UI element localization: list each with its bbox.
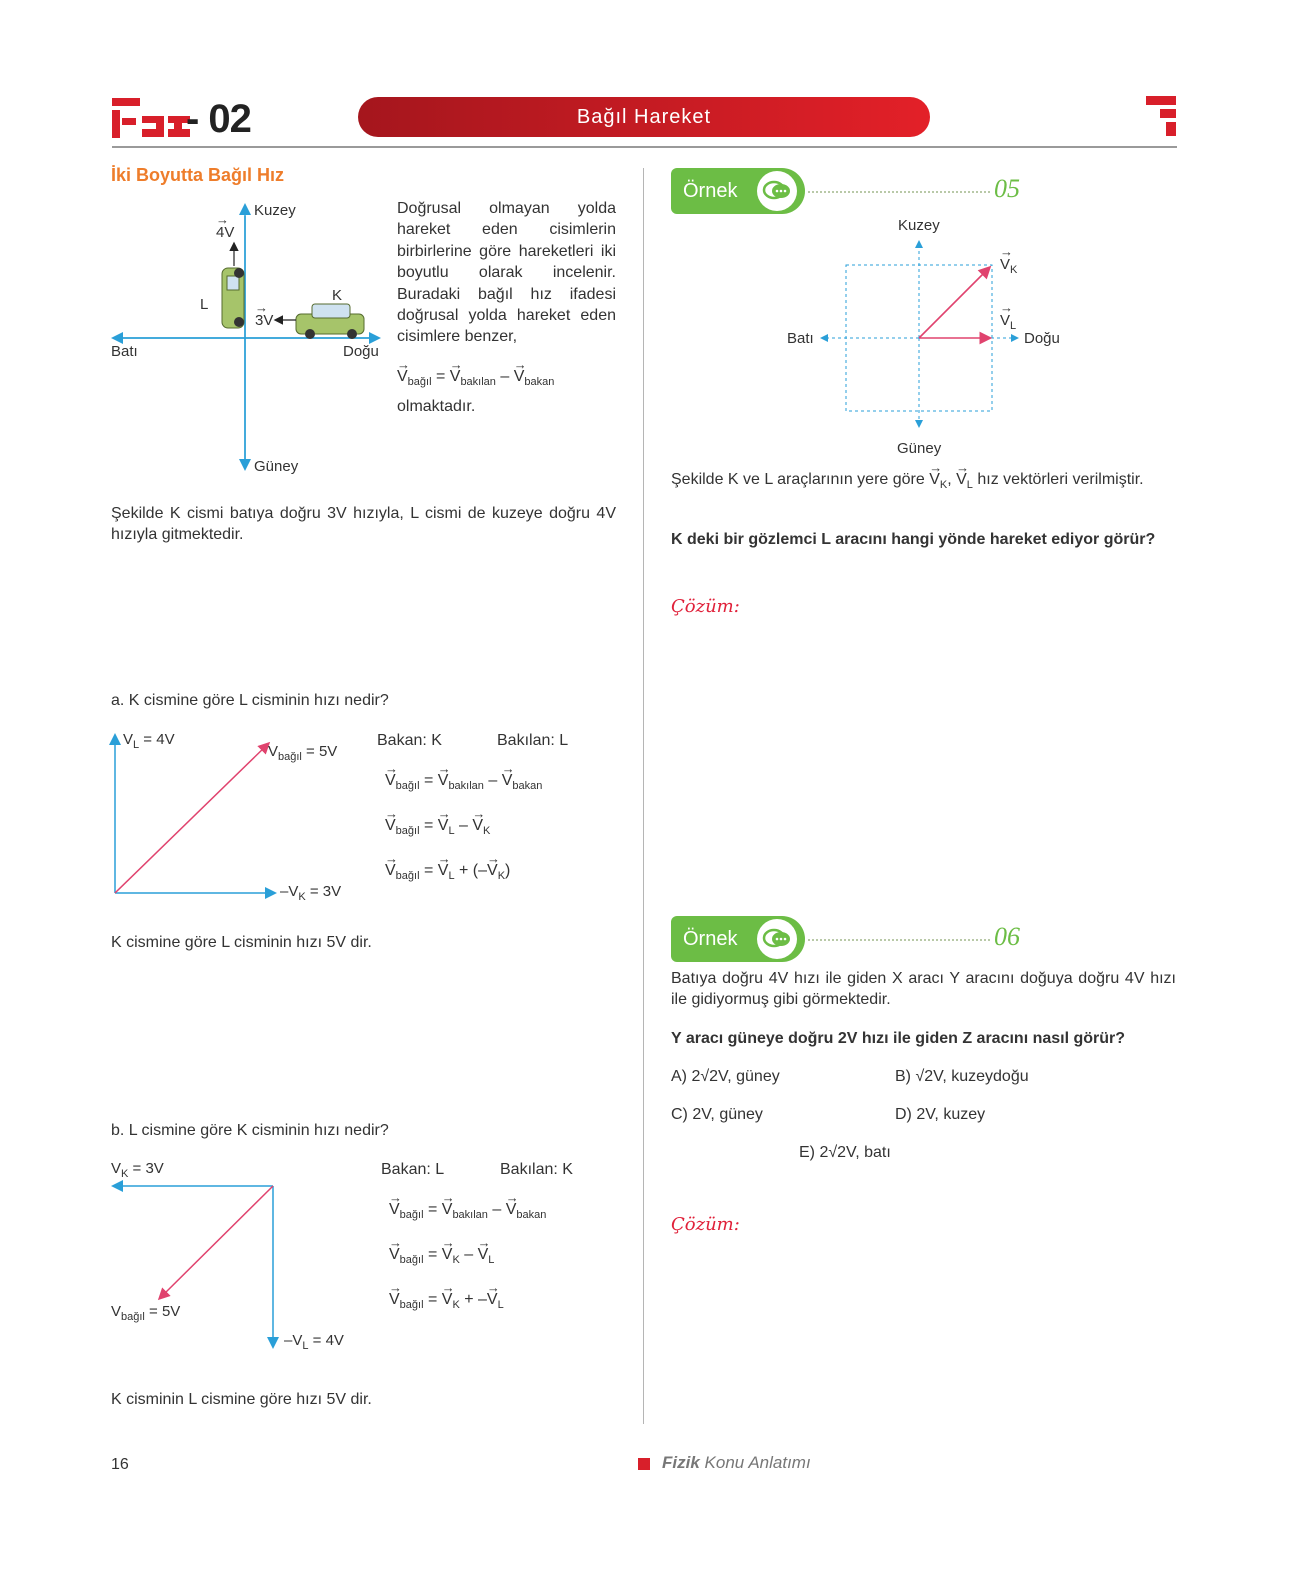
example-06-badge bbox=[671, 916, 805, 962]
car-l-icon bbox=[222, 268, 244, 328]
part-b-bakan: Bakan: L bbox=[381, 1161, 445, 1178]
header-rule bbox=[112, 146, 1177, 148]
ex05-cozum: Çözüm: bbox=[671, 596, 740, 617]
part-a-vk-label: $-V_K = 3V$ bbox=[280, 883, 342, 903]
example-05-label: Örnek bbox=[683, 179, 738, 202]
part-a-bakan: Bakan: K bbox=[377, 732, 442, 749]
ex05-label-east: Doğu bbox=[1024, 330, 1060, 347]
chapter-number: - 02 bbox=[186, 97, 251, 141]
formula-intro: → $V_{bağıl}$ = → $V_{bakılan}$ – → $V_{bakan}$ bbox=[397, 366, 554, 393]
footer-book-rest: Konu Anlatımı bbox=[699, 1453, 811, 1472]
fig1-label-3v: → 3V bbox=[255, 312, 273, 329]
part-a-bakilan: Bakılan: L bbox=[497, 732, 569, 749]
figure-ex05 bbox=[812, 236, 1022, 432]
fig1-label-north: Kuzey bbox=[254, 202, 296, 219]
example-06-dotted-rule bbox=[808, 939, 990, 941]
footer-book-title bbox=[662, 1453, 811, 1473]
ex06-option-e[interactable]: E) 2√2V, batı bbox=[799, 1144, 891, 1161]
figure-part-b bbox=[108, 1176, 288, 1352]
ex05-label-west: Batı bbox=[787, 330, 814, 347]
part-a-conclusion: K cismine göre L cisminin hızı 5V dir. bbox=[111, 934, 372, 951]
ex05-label-vl: → $V_L$ bbox=[1000, 312, 1016, 332]
example-05-badge bbox=[671, 168, 805, 214]
fig1-label-south: Güney bbox=[254, 458, 299, 475]
ex05-label-north: Kuzey bbox=[898, 217, 940, 234]
part-b-formula-1: → $V_{bağıl}$ = → $V_{bakılan}$ – → $V_{bakan}$ bbox=[389, 1199, 546, 1226]
fig1-label-l: L bbox=[200, 296, 209, 313]
ex06-cozum: Çözüm: bbox=[671, 1214, 740, 1235]
part-b-conclusion: K cisminin L cismine göre hızı 5V dir. bbox=[111, 1391, 372, 1408]
section-heading: İki Boyutta Bağıl Hız bbox=[111, 165, 285, 185]
fig1-label-k: K bbox=[332, 287, 343, 304]
ex06-option-c[interactable]: C) 2V, güney bbox=[671, 1106, 763, 1123]
chat-bubble-icon bbox=[757, 171, 797, 211]
ex05-text: Şekilde K ve L araçlarının yere göre → $V_K$, → $V_L$ hız vektörleri verilmiştir. bbox=[671, 469, 1176, 496]
example-05-dotted-rule bbox=[808, 191, 990, 193]
chat-bubble-icon bbox=[757, 919, 797, 959]
situation-text: Şekilde K cismi batıya doğru 3V hızıyla, L cismi de kuzeye doğru 4V hızıyla gitmektedir. bbox=[111, 505, 616, 543]
section-title: Bağıl Hareket bbox=[576, 105, 712, 128]
formula-tail: olmaktadır. bbox=[397, 398, 476, 415]
example-05-number: 05 bbox=[994, 174, 1020, 203]
part-b-bakilan: Bakılan: K bbox=[500, 1161, 573, 1178]
section-title-bar bbox=[358, 97, 930, 137]
part-b-vl-label: $-V_L = 4V$ bbox=[284, 1332, 344, 1352]
fig1-label-4v: → 4V bbox=[216, 224, 234, 241]
page-number: 16 bbox=[111, 1456, 129, 1473]
part-a-vbagil-label: $V_{bağıl} = 5V$ bbox=[268, 743, 338, 763]
ex06-option-a[interactable]: A) 2√2V, güney bbox=[671, 1068, 780, 1085]
ex06-option-d[interactable]: D) 2V, kuzey bbox=[895, 1106, 986, 1123]
footer-book-bold: Fizik bbox=[662, 1453, 700, 1472]
part-b-vbagil-label: $V_{bağıl} = 5V$ bbox=[111, 1303, 181, 1323]
ex06-option-b[interactable]: B) √2V, kuzeydoğu bbox=[895, 1068, 1029, 1085]
ex06-question: Y aracı güneye doğru 2V hızı ile giden Z aracını nasıl görür? bbox=[671, 1030, 1126, 1047]
part-b-question: b. L cismine göre K cisminin hızı nedir? bbox=[111, 1122, 389, 1139]
corner-logo-icon bbox=[1146, 96, 1176, 138]
car-k-icon bbox=[296, 304, 364, 339]
part-b-vk-label: $V_K = 3V$ bbox=[111, 1160, 164, 1180]
ex05-question: K deki bir gözlemci L aracını hangi yönde hareket ediyor görür? bbox=[671, 531, 1156, 548]
part-a-vl-label: $V_L = 4V$ bbox=[123, 731, 175, 751]
example-06-number: 06 bbox=[994, 922, 1020, 951]
ex05-label-vk: → $V_K$ bbox=[1000, 256, 1017, 276]
fig1-label-west: Batı bbox=[111, 343, 138, 360]
part-a-formula-3: → $V_{bağıl}$ = → $V_L$ + (–→ $V_K$) bbox=[385, 860, 510, 887]
part-a-question: a. K cismine göre L cisminin hızı nedir? bbox=[111, 692, 389, 709]
part-b-formula-3: → $V_{bağıl}$ = → $V_K$ + –→ $V_L$ bbox=[389, 1289, 504, 1316]
example-06-label: Örnek bbox=[683, 927, 738, 950]
intro-text: Doğrusal olmayan yolda hareket eden cisimlerin birbirlerine göre hareketleri iki boyutlu olarak incelenir. Buradaki bağıl hız ifadesi doğrusal yolda hareket eden cisimlere benzer, bbox=[397, 200, 616, 346]
fig1-label-east: Doğu bbox=[343, 343, 379, 360]
column-divider bbox=[643, 168, 644, 1424]
figure-cars-axes bbox=[108, 196, 393, 481]
ex05-label-south: Güney bbox=[897, 440, 942, 457]
part-b-formula-2: → $V_{bağıl}$ = → $V_K$ – → $V_L$ bbox=[389, 1244, 494, 1271]
ex06-text: Batıya doğru 4V hızı ile giden X aracı Y aracını doğuya doğru 4V hızı ile gidiyormuş gibi görmektedir. bbox=[671, 970, 1176, 1008]
part-a-formula-1: → $V_{bağıl}$ = → $V_{bakılan}$ – → $V_{bakan}$ bbox=[385, 770, 542, 797]
part-a-formula-2: → $V_{bağıl}$ = → $V_L$ – → $V_K$ bbox=[385, 815, 490, 842]
footer-square-icon bbox=[638, 1458, 650, 1470]
